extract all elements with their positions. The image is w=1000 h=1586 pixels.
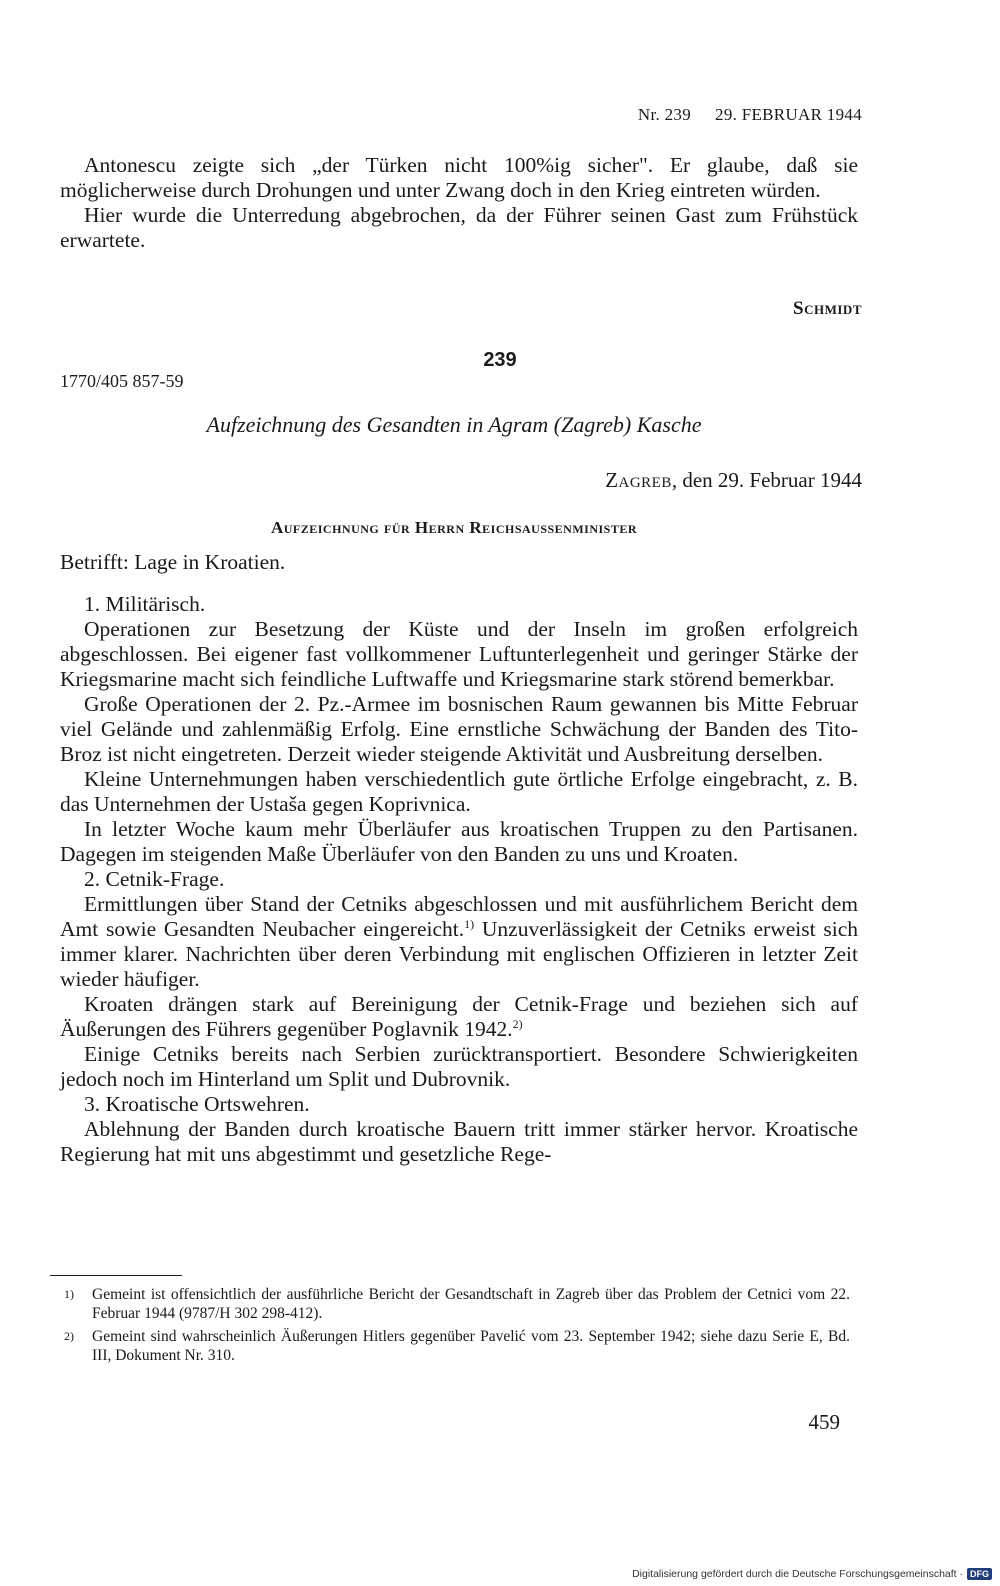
- section-paragraph: Einige Cetniks bereits nach Serbien zurücktransportiert. Besondere Schwierigkeiten jedoch noch im Hinterland um Split und Dubrovnik.: [60, 1042, 858, 1091]
- footnote-ref[interactable]: 2): [512, 1016, 523, 1031]
- footnotes: [50, 1285, 850, 1369]
- footnote-text: Gemeint ist offensichtlich der ausführliche Bericht der Gesandtschaft in Zagreb über das Problem der Cetnici vom 22. Februar 1944 (9787/H 302 298-412).: [92, 1286, 850, 1322]
- paragraph-text: Unzuverlässigkeit der Cetniks erweist sich immer klarer. Nachrichten über deren Verbindung mit englischen Offizieren in letzter Zeit wieder häufiger.: [60, 917, 858, 991]
- section-paragraph: Große Operationen der 2. Pz.-Armee im bosnischen Raum gewannen bis Mitte Februar viel Gelände und zahlenmäßig Erfolg. Eine ernstliche Schwächung der Banden des Tito-Broz ist nicht eingetreten. Derzeit wieder steigende Aktivität und Ausbreitung derselben.: [60, 692, 858, 766]
- place: Zagreb: [605, 468, 672, 492]
- section-paragraph: Kleine Unternehmungen haben verschiedentlich gute örtliche Erfolge eingebracht, z. B. das Unternehmen der Ustaša gegen Koprivnica.: [60, 767, 858, 816]
- continuation-text: [60, 153, 858, 253]
- running-head-date: 29. FEBRUAR 1944: [715, 105, 862, 124]
- section-heading: 2. Cetnik-Frage.: [84, 867, 225, 891]
- main-body: [60, 592, 858, 1167]
- section-heading: 1. Militärisch.: [84, 592, 206, 616]
- running-head: [638, 105, 862, 125]
- section-paragraph: In letzter Woche kaum mehr Überläufer aus kroatischen Truppen zu den Partisanen. Dagegen im steigenden Maße Überläufer von den Banden zu uns und Kroaten.: [60, 817, 858, 866]
- date: , den 29. Februar 1944: [671, 468, 862, 492]
- footnote-text: Gemeint sind wahrscheinlich Äußerungen Hitlers gegenüber Pavelić vom 23. September 1942; siehe dazu Serie E, Bd. III, Dokument Nr. 310.: [92, 1328, 850, 1364]
- page-number: 459: [808, 1410, 840, 1434]
- file-reference: 1770/405 857-59: [60, 371, 184, 391]
- document-title: Aufzeichnung des Gesandten in Agram (Zagreb) Kasche: [206, 412, 702, 437]
- running-head-doc-number: Nr. 239: [637, 105, 692, 124]
- section-heading: 3. Kroatische Ortswehren.: [84, 1092, 310, 1116]
- section-paragraph: Ablehnung der Banden durch kroatische Bauern tritt immer stärker hervor. Kroatische Regierung hat mit uns abgestimmt und gesetzliche Rege-: [60, 1117, 858, 1166]
- footnote: [50, 1285, 850, 1323]
- section-paragraph: [60, 992, 858, 1042]
- signature: Schmidt: [793, 298, 862, 319]
- paragraph-text: Ermittlungen über Stand der Cetniks abgeschlossen und mit ausführlichem Bericht dem Amt sowie Gesandten Neubacher eingereicht.: [60, 892, 858, 941]
- digitization-credit: [632, 1568, 992, 1580]
- continuation-paragraph: Antonescu zeigte sich „der Türken nicht 100%ig sicher". Er glaube, daß sie möglicherweise durch Drohungen und unter Zwang doch in den Krieg eintreten würden.: [60, 153, 858, 202]
- footnote-mark: 1): [64, 1287, 74, 1301]
- credit-text: Digitalisierung gefördert durch die Deutsche Forschungsgemeinschaft ·: [632, 1568, 963, 1580]
- footnote-mark: 2): [64, 1329, 74, 1343]
- subject-line: Betrifft: Lage in Kroatien.: [60, 550, 286, 574]
- footnote: [50, 1327, 850, 1365]
- dfg-logo-icon: DFG: [967, 1568, 992, 1580]
- continuation-paragraph: Hier wurde die Unterredung abgebrochen, da der Führer seinen Gast zum Frühstück erwartete.: [60, 203, 858, 252]
- section-paragraph: Operationen zur Besetzung der Küste und der Inseln im großen erfolgreich abgeschlossen. Bei eigener fast vollkommener Luftunterlegenheit und geringer Stärke der Kriegsmarine macht sich feindliche Luftwaffe und Kriegsmarine stark störend bemerkbar.: [60, 617, 858, 691]
- place-date-line: [605, 468, 862, 493]
- footnote-rule: [50, 1275, 182, 1276]
- document-number: 239: [483, 349, 517, 371]
- section-paragraph: [60, 892, 858, 992]
- paragraph-text: Kroaten drängen stark auf Bereinigung der Cetnik-Frage und beziehen sich auf Äußerungen des Führers gegenüber Poglavnik 1942.: [60, 992, 858, 1041]
- memo-heading: Aufzeichnung für Herrn Reichsaussenminister: [270, 518, 638, 537]
- footnote-ref[interactable]: 1): [464, 916, 475, 931]
